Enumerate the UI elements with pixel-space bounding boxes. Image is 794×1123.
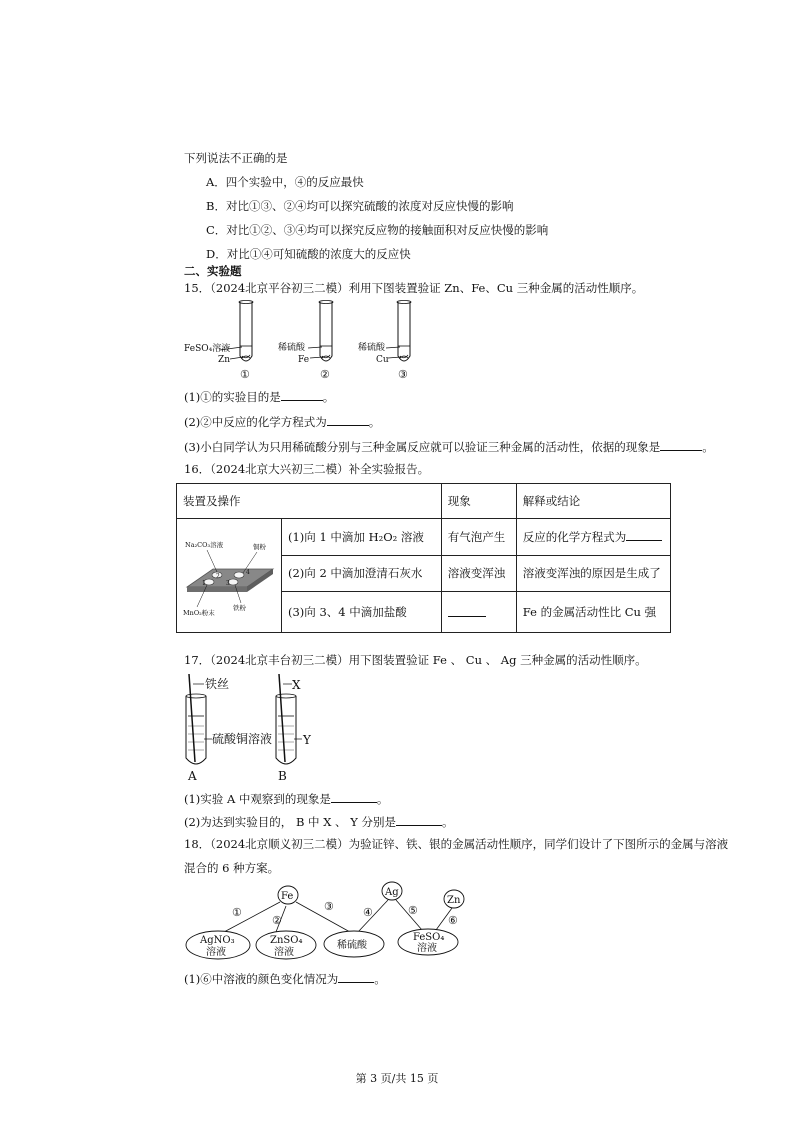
well-2-label: 2	[216, 573, 220, 580]
well-4-label: 4	[246, 569, 250, 576]
tube-a-label: A	[188, 769, 197, 783]
arrow-6-label: ⑥	[448, 914, 458, 927]
ag-label: Ag	[385, 887, 399, 898]
y-label: Y	[303, 733, 311, 747]
tube3-solution-label: 稀硫酸	[358, 343, 386, 353]
znso4-label: ZnSO₄	[270, 935, 303, 946]
cuso4-label: 硫酸铜溶液	[212, 732, 273, 746]
row2-phenomenon: 溶液变浑浊	[441, 555, 516, 592]
zn-label: Zn	[447, 895, 461, 906]
q14-option-b: B．对比①③、②④均可以探究硫酸的浓度对反应快慢的影响	[206, 199, 514, 213]
spot-plate-figure	[177, 519, 281, 629]
test-tube-3	[386, 301, 411, 362]
tube1-metal-label: Zn	[218, 355, 231, 365]
page-number: 第 3 页/共 15 页	[355, 1072, 439, 1085]
well-1-label: 1	[202, 580, 206, 587]
q17-sub2-end: 。	[441, 815, 454, 829]
tube-b-label: B	[278, 769, 287, 783]
q17-sub1-end: 。	[376, 792, 389, 806]
q17-sub1	[184, 790, 388, 807]
apparatus-figure-cell	[177, 519, 282, 633]
q18-stem-line2: 混合的 6 种方案。	[184, 861, 280, 875]
header-conclusion: 解释或结论	[516, 484, 670, 519]
znso4-solution: 溶液	[274, 947, 294, 958]
row1-operation: (1)向 1 中滴加 H₂O₂ 溶液	[282, 519, 442, 556]
q14-stem: 下列说法不正确的是	[184, 151, 288, 165]
agno3-solution: 溶液	[206, 947, 226, 958]
row1-conclusion	[516, 519, 670, 556]
tube2-solution-label: 稀硫酸	[278, 343, 306, 353]
table-row	[177, 519, 671, 556]
answer-blank[interactable]	[626, 528, 662, 541]
answer-blank[interactable]	[327, 413, 369, 426]
arrow-4-label: ④	[363, 906, 373, 919]
row1-conclusion-text: 反应的化学方程式为	[522, 530, 627, 545]
q15-sub3-end: 。	[702, 440, 714, 454]
q18-sub1-end: 。	[374, 972, 386, 986]
agno3-label: AgNO₃	[200, 935, 235, 946]
q17-sub1-text: (1)实验 A 中观察到的现象是	[184, 792, 331, 806]
header-phenomenon: 现象	[441, 484, 516, 519]
tube1-solution-label: FeSO₄溶液	[184, 344, 231, 354]
tube2-metal-label: Fe	[298, 355, 310, 365]
table-header-row	[177, 484, 671, 519]
iron-powder-label: 铁粉	[233, 604, 246, 612]
section-title: 二、实验题	[184, 264, 242, 278]
experiment-report-table	[176, 483, 671, 633]
q17-sub2-text: (2)为达到实验目的， B 中 X 、 Y 分别是	[184, 815, 396, 829]
answer-blank[interactable]	[281, 388, 323, 401]
q15-sub1-text: (1)①的实验目的是	[184, 390, 281, 404]
answer-blank[interactable]	[331, 790, 377, 803]
row2-operation: (2)向 2 中滴加澄清石灰水	[282, 555, 442, 592]
arrow-5-label: ⑤	[408, 904, 418, 917]
feso4-label: FeSO₄	[413, 932, 445, 943]
q15-sub2-text: (2)②中反应的化学方程式为	[184, 415, 327, 429]
arrow-3-label: ③	[324, 900, 334, 913]
q15-sub1	[184, 388, 334, 405]
q15-sub3	[184, 438, 714, 455]
answer-blank[interactable]	[660, 438, 702, 451]
arrow-1-label: ①	[232, 906, 242, 919]
answer-blank[interactable]	[338, 970, 374, 983]
na2co3-label: Na₂CO₃溶液	[185, 541, 224, 549]
q14-option-a: A．四个实验中，④的反应最快	[206, 175, 364, 189]
header-operation: 装置及操作	[177, 484, 442, 519]
tube3-number: ③	[398, 368, 408, 381]
row3-phenomenon	[441, 592, 516, 633]
fe-label: Fe	[281, 891, 294, 902]
q15-figure	[180, 300, 440, 382]
q17-stem: 17．（2024北京丰台初三二模）用下图装置验证 Fe 、 Cu 、 Ag 三种金属的活动性顺序。	[184, 653, 647, 667]
well-3-label: 3	[226, 580, 230, 587]
mno2-label: MnO₂粉末	[183, 609, 215, 617]
iron-wire-label: 铁丝	[205, 677, 230, 691]
q15-sub3-text: (3)小白同学认为只用稀硫酸分别与三种金属反应就可以验证三种金属的活动性，依据的现象是	[184, 440, 661, 454]
q16-stem: 16．（2024北京大兴初三二模）补全实验报告。	[184, 462, 430, 476]
q18-stem-line1: 18．（2024北京顺义初三二模）为验证锌、铁、银的金属活动性顺序，同学们设计了下图所示的金属与溶液	[184, 837, 729, 851]
q15-sub2-end: 。	[368, 415, 381, 429]
tube3-metal-label: Cu	[376, 355, 389, 365]
arrow-2-label: ②	[272, 914, 282, 927]
answer-blank[interactable]	[396, 813, 442, 826]
q15-sub1-end: 。	[322, 390, 335, 404]
tube2-number: ②	[320, 368, 330, 381]
copper-powder-label: 铜粉	[253, 543, 266, 551]
row3-operation: (3)向 3、4 中滴加盐酸	[282, 592, 442, 633]
q18-figure	[182, 880, 472, 962]
answer-blank[interactable]	[448, 604, 486, 617]
q15-sub2	[184, 413, 380, 430]
feso4-solution: 溶液	[417, 943, 437, 954]
q18-sub1-text: (1)⑥中溶液的颜色变化情况为	[184, 972, 339, 986]
x-label: X	[292, 678, 301, 692]
test-tube-2	[308, 301, 333, 362]
tube1-number: ①	[240, 368, 250, 381]
q17-figure	[180, 672, 340, 784]
q15-stem: 15．（2024北京平谷初三二模）利用下图装置验证 Zn、Fe、Cu 三种金属的活动性顺序。	[184, 281, 644, 295]
q14-option-c: C．对比①②、③④均可以探究反应物的接触面积对反应快慢的影响	[206, 223, 549, 237]
q18-sub1	[184, 970, 386, 987]
q14-option-d: D．对比①④可知硫酸的浓度大的反应快	[206, 247, 411, 261]
h2so4-label: 稀硫酸	[337, 940, 367, 951]
row1-phenomenon: 有气泡产生	[441, 519, 516, 556]
row3-conclusion: Fe 的金属活动性比 Cu 强	[516, 592, 670, 633]
q17-sub2	[184, 813, 453, 830]
row2-conclusion: 溶液变浑浊的原因是生成了	[516, 555, 670, 592]
